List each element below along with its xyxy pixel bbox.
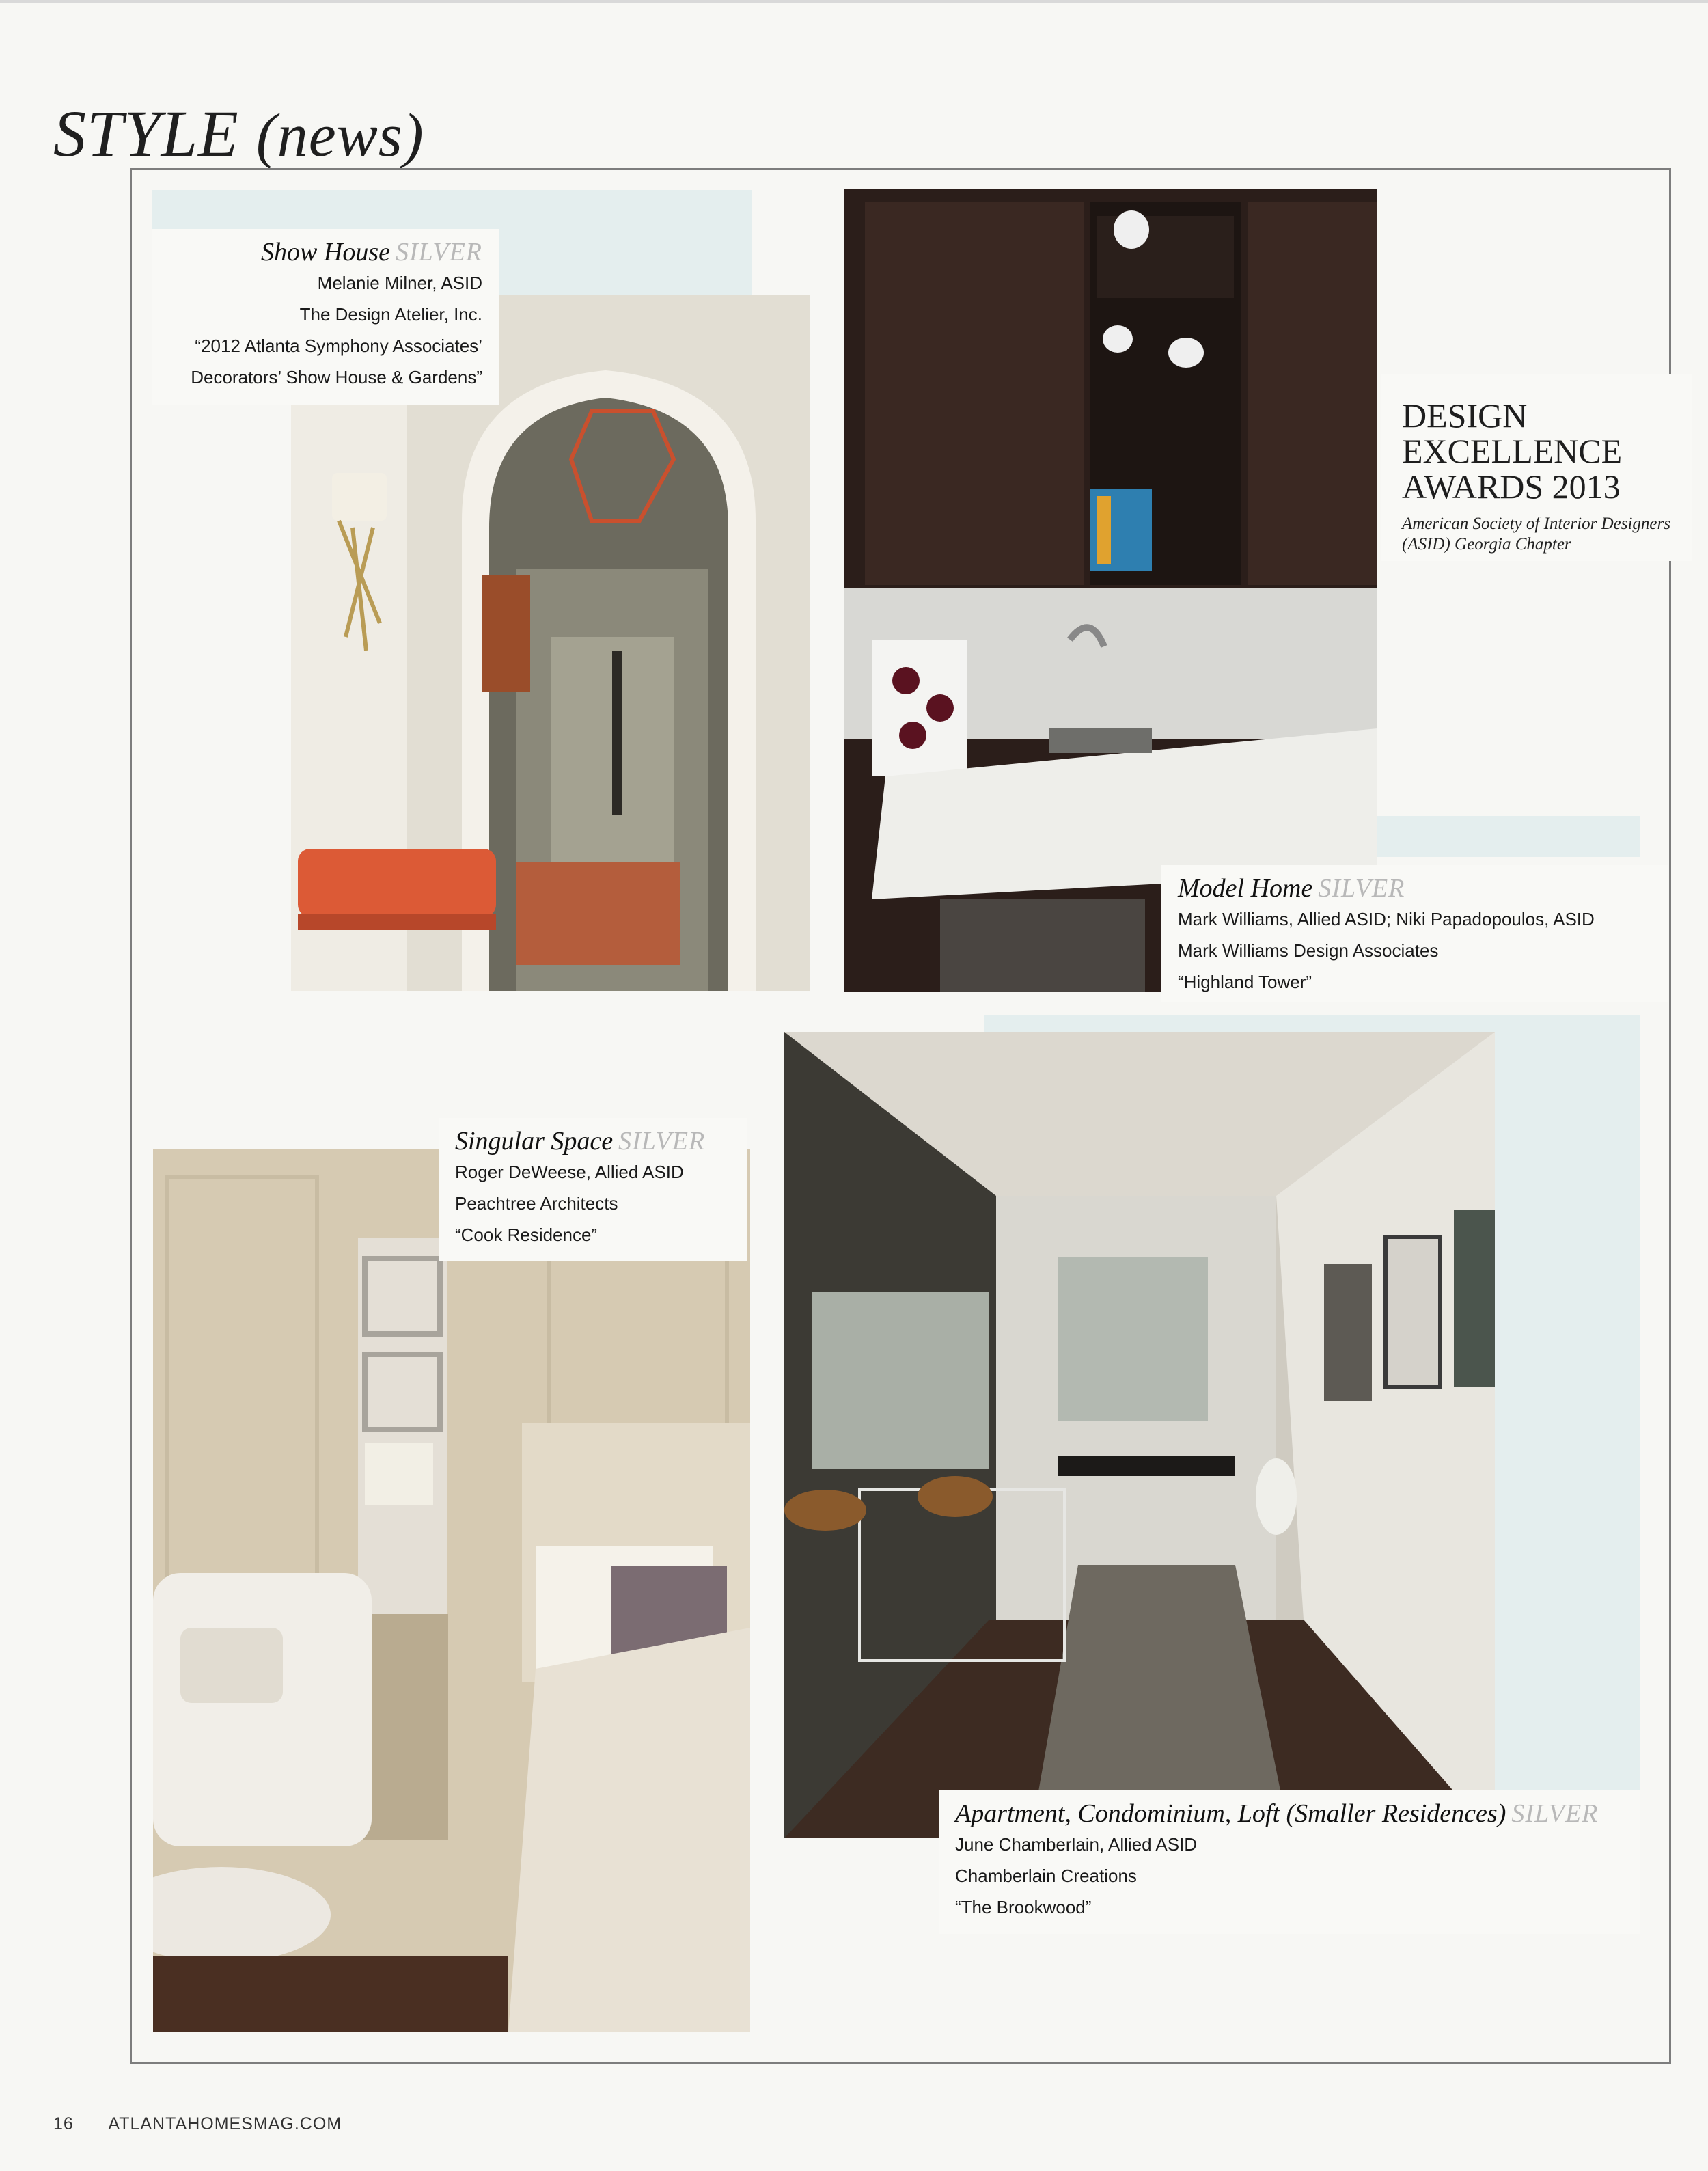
show-house-project-line-2: Decorators’ Show House & Gardens” bbox=[191, 367, 482, 387]
model-home-caption bbox=[1161, 865, 1668, 1002]
apartment-caption bbox=[939, 1790, 1640, 1934]
show-house-category: Show House bbox=[261, 238, 390, 267]
awards-line-3: AWARDS 2013 bbox=[1402, 467, 1621, 506]
apartment-backdrop bbox=[1493, 1015, 1640, 1812]
page-number: 16 bbox=[53, 2114, 74, 2133]
section-header bbox=[53, 96, 424, 172]
singular-space-firm: Peachtree Architects bbox=[455, 1193, 618, 1214]
model-home-firm: Mark Williams Design Associates bbox=[1178, 940, 1439, 961]
awards-line-2: EXCELLENCE bbox=[1402, 432, 1623, 470]
model-home-award: SILVER bbox=[1318, 874, 1405, 903]
model-home-category: Model Home bbox=[1178, 874, 1313, 903]
singular-space-designer: Roger DeWeese, Allied ASID bbox=[455, 1162, 684, 1182]
model-home-project: “Highland Tower” bbox=[1178, 972, 1312, 992]
apartment-designer: June Chamberlain, Allied ASID bbox=[955, 1834, 1198, 1855]
apartment-firm: Chamberlain Creations bbox=[955, 1866, 1137, 1886]
section-subtitle: (news) bbox=[256, 102, 424, 169]
show-house-caption bbox=[152, 229, 499, 405]
page-footer bbox=[53, 2114, 342, 2134]
top-edge-rule bbox=[0, 0, 1708, 3]
apartment-project: “The Brookwood” bbox=[955, 1897, 1092, 1917]
apartment-illustration bbox=[784, 1032, 1495, 1838]
show-house-project-line-1: “2012 Atlanta Symphony Associates’ bbox=[195, 336, 482, 356]
singular-space-project: “Cook Residence” bbox=[455, 1225, 598, 1245]
awards-block bbox=[1381, 374, 1692, 561]
show-house-designer: Melanie Milner, ASID bbox=[317, 273, 482, 293]
singular-space-illustration bbox=[153, 1149, 750, 2032]
awards-org-line-2: (ASID) Georgia Chapter bbox=[1402, 535, 1571, 554]
section-title: STYLE bbox=[53, 97, 239, 170]
singular-space-photo bbox=[153, 1149, 750, 2032]
awards-org-line-1: American Society of Interior Designers bbox=[1402, 515, 1670, 533]
apartment-award: SILVER bbox=[1511, 1799, 1599, 1828]
apartment-category: Apartment, Condominium, Loft (Smaller Residences) bbox=[955, 1799, 1506, 1828]
model-home-strip bbox=[1377, 816, 1640, 857]
singular-space-category: Singular Space bbox=[455, 1127, 614, 1156]
apartment-photo bbox=[784, 1032, 1495, 1838]
singular-space-caption bbox=[439, 1118, 747, 1261]
show-house-firm: The Design Atelier, Inc. bbox=[299, 304, 482, 325]
singular-space-award: SILVER bbox=[618, 1127, 706, 1156]
site-url: ATLANTAHOMESMAG.COM bbox=[108, 2114, 342, 2133]
model-home-designers: Mark Williams, Allied ASID; Niki Papadopoulos, ASID bbox=[1178, 909, 1595, 929]
awards-line-1: DESIGN bbox=[1402, 396, 1528, 435]
show-house-award: SILVER bbox=[395, 238, 482, 267]
